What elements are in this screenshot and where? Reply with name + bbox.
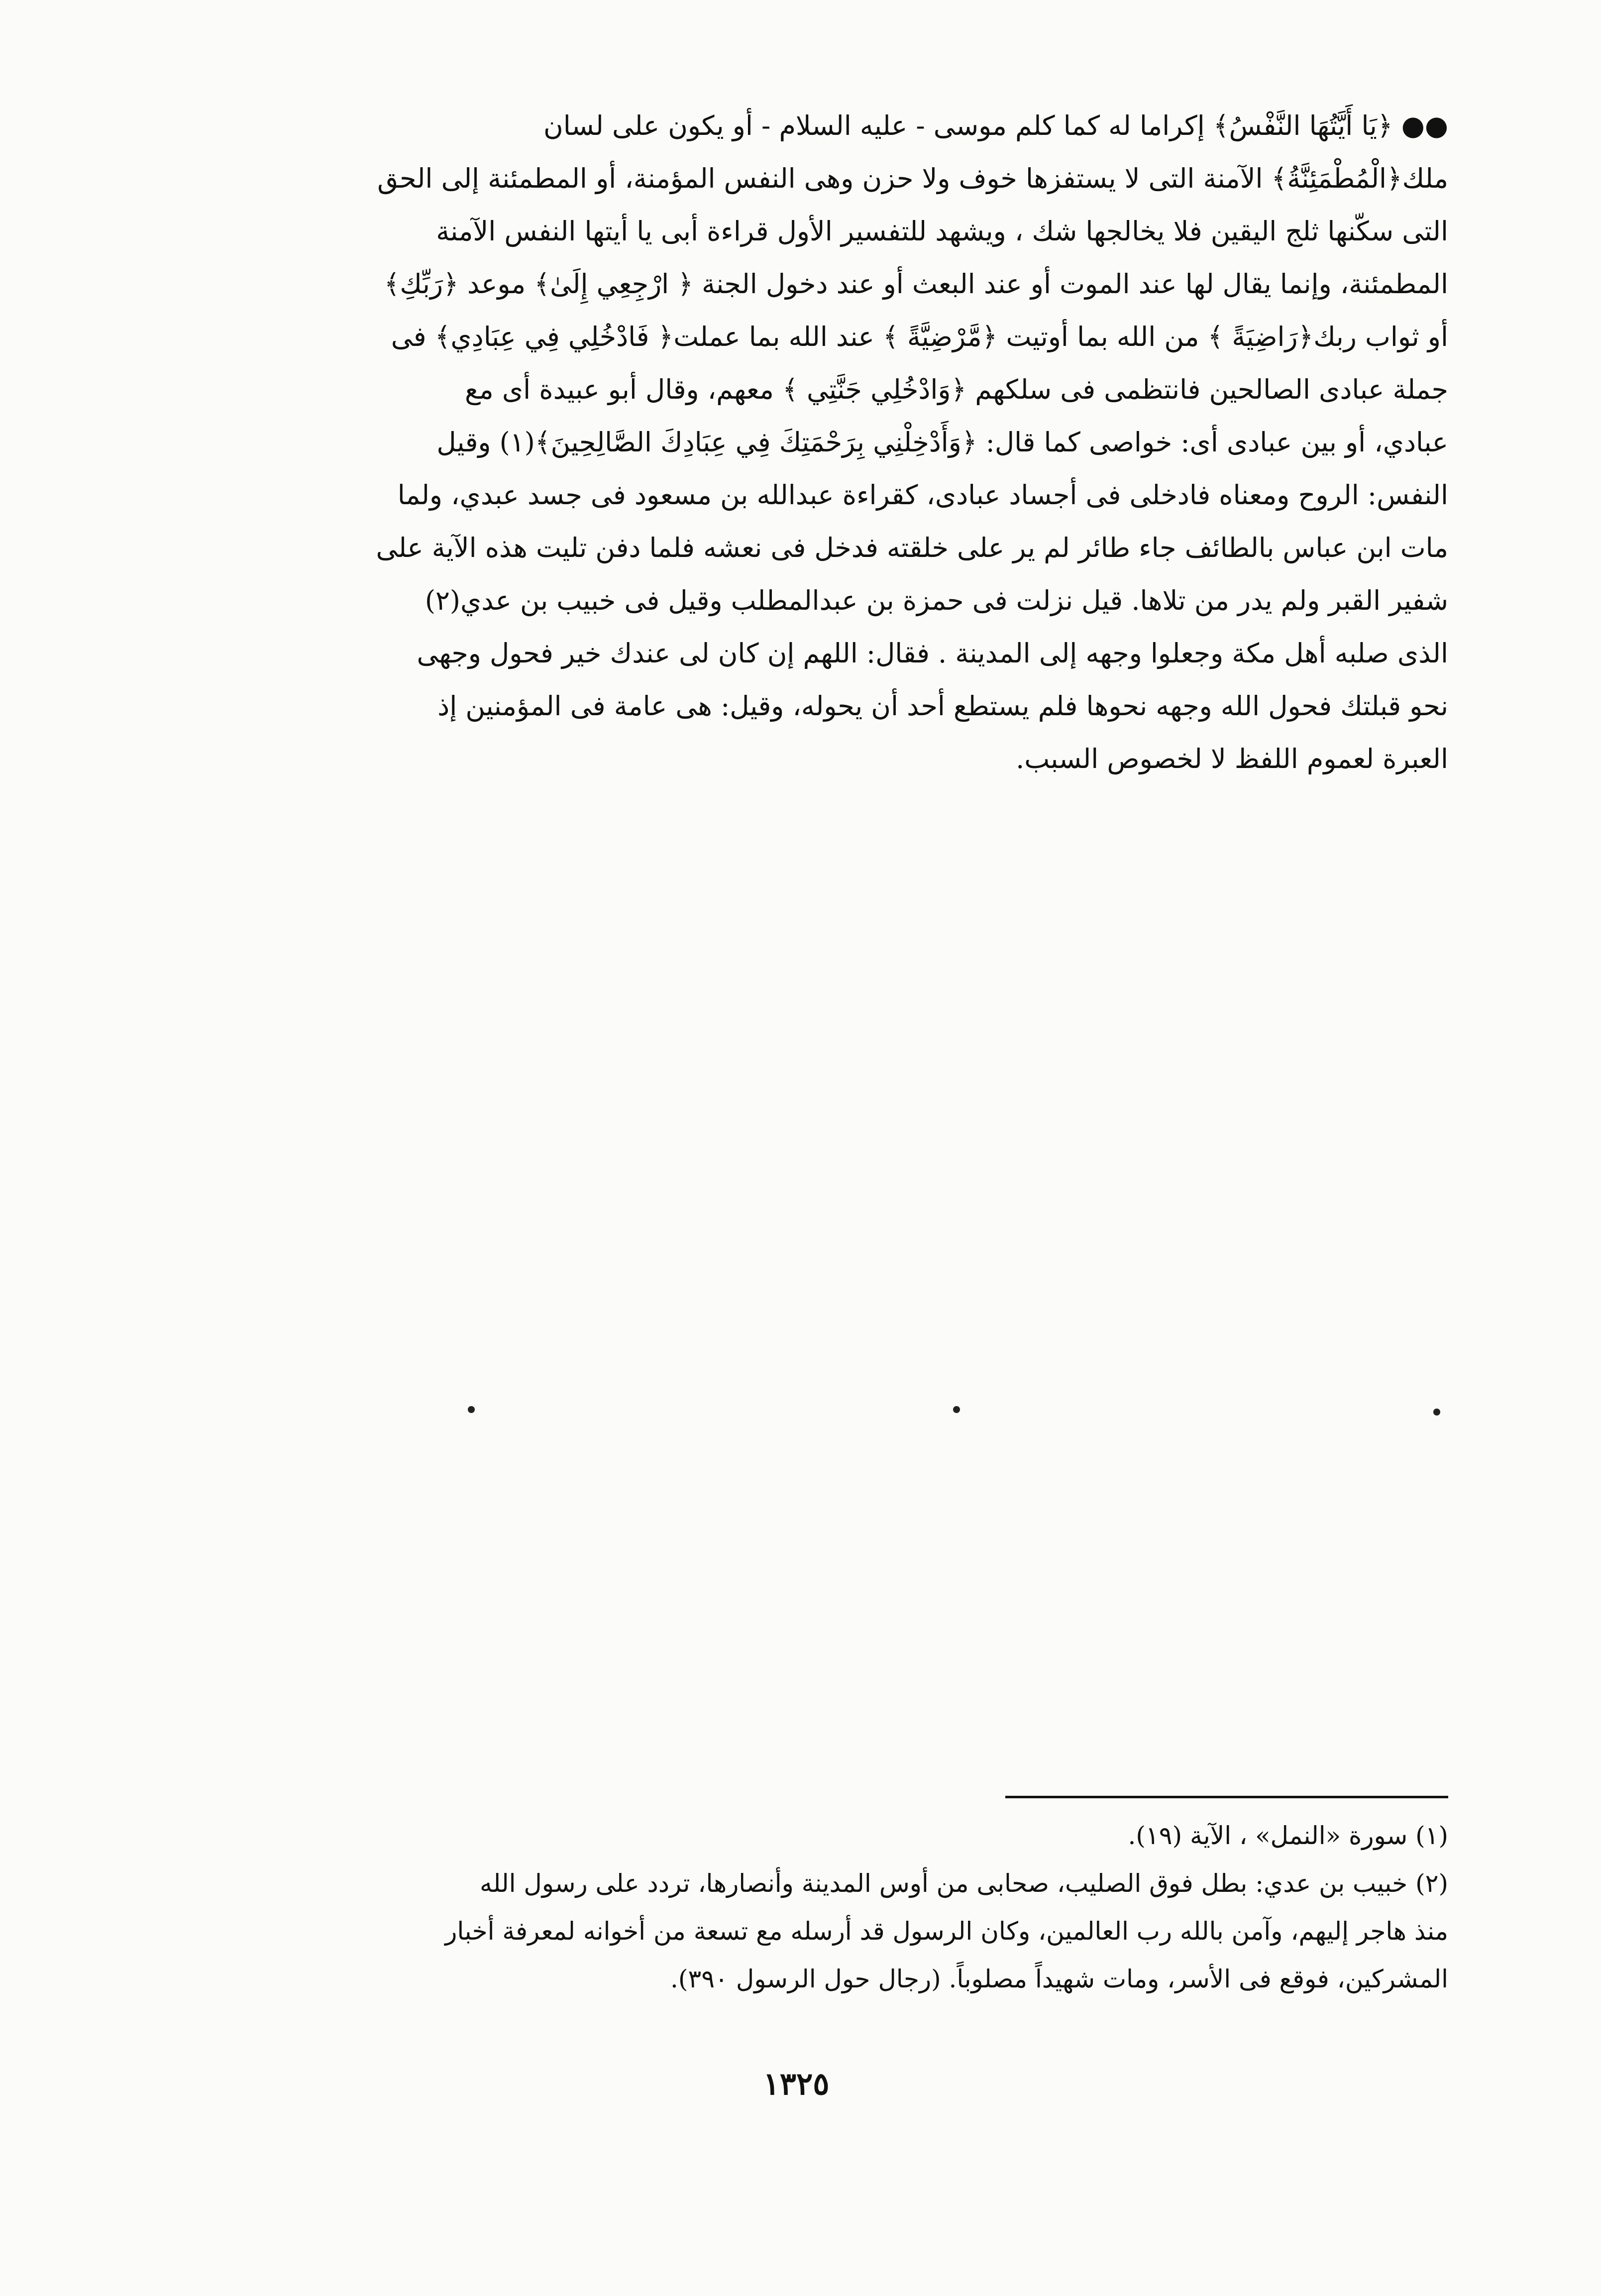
- footnote-line: المشركين، فوقع فى الأسر، ومات شهيداً مصلوباً. (رجال حول الرسول ٣٩٠).: [670, 1965, 1448, 1993]
- text-line: نحو قبلتك فحول الله وجهه نحوها فلم يستطع أحد أن يحوله، وقيل: هى عامة فى المؤمنين إذ: [437, 690, 1448, 722]
- text-line: مات ابن عباس بالطائف جاء طائر لم ير على خلقته فدخل فى نعشه فلما دفن تليت هذه الآية على: [376, 532, 1448, 563]
- footnote-separator: [1005, 1796, 1448, 1798]
- text-line: عبادي، أو بين عبادى أى: خواصى كما قال: ﴿وَأَدْخِلْنِي بِرَحْمَتِكَ فِي عِبَادِكَ الصَّالِحِينَ﴾(١) وقيل: [436, 427, 1448, 458]
- text-line: شفير القبر ولم يدر من تلاها. قيل نزلت فى حمزة بن عبدالمطلب وقيل فى خبيب بن عدي(٢): [425, 585, 1448, 616]
- text-line: الذى صلبه أهل مكة وجعلوا وجهه إلى المدينة . فقال: اللهم إن كان لى عندك خير فحول وجهى: [417, 638, 1448, 669]
- text-line: أو ثواب ربك﴿رَاضِيَةً ﴾ من الله بما أوتيت ﴿مَّرْضِيَّةً ﴾ عند الله بما عملت﴿ فَادْخُلِي فِي عِبَادِي﴾ فى: [391, 321, 1448, 352]
- footnote-line: منذ هاجر إليهم، وآمن بالله رب العالمين، وكان الرسول قد أرسله مع تسعة من أخوانه لمعرفة أخبار: [445, 1917, 1448, 1946]
- speck-dot: [1433, 1409, 1440, 1416]
- footnote-line: (١) سورة «النمل» ، الآية (١٩).: [1128, 1821, 1448, 1850]
- footnote-line: (٢) خبيب بن عدي: بطل فوق الصليب، صحابى من أوس المدينة وأنصارها، تردد على رسول الله: [480, 1869, 1448, 1898]
- main-text-block: [164, 100, 1448, 785]
- footnotes-block: [164, 1812, 1448, 2003]
- text-line: التى سكّنها ثلج اليقين فلا يخالجها شك ، ويشهد للتفسير الأول قراءة أبى يا أيتها النفس الآمنة: [436, 216, 1448, 247]
- text-line: ●● ﴿يَا أَيَّتُهَا النَّفْسُ﴾ إكراما له كما كلم موسى - عليه السلام - أو يكون على لسان: [543, 110, 1448, 141]
- page-number: ١٣٢٥: [763, 2066, 830, 2102]
- text-line: ملك﴿الْمُطْمَئِنَّةُ﴾ الآمنة التى لا يستفزها خوف ولا حزن وهى النفس المؤمنة، أو المطمئنة إلى الحق: [377, 163, 1448, 194]
- speck-dot: [468, 1406, 475, 1413]
- text-line: جملة عبادى الصالحين فانتظمى فى سلكهم ﴿وَادْخُلِي جَنَّتِي ﴾ معهم، وقال أبو عبيدة أى مع: [465, 374, 1448, 405]
- text-line: النفس: الروح ومعناه فادخلى فى أجساد عبادى، كقراءة عبدالله بن مسعود فى جسد عبدي، ولما: [397, 479, 1448, 511]
- text-line: العبرة لعموم اللفظ لا لخصوص السبب.: [1016, 743, 1448, 774]
- speck-dot: [953, 1406, 960, 1413]
- text-line: المطمئنة، وإنما يقال لها عند الموت أو عند البعث أو عند دخول الجنة ﴿ ارْجِعِي إِلَىٰ﴾ موعد ﴿رَبِّكِ﴾: [384, 268, 1448, 300]
